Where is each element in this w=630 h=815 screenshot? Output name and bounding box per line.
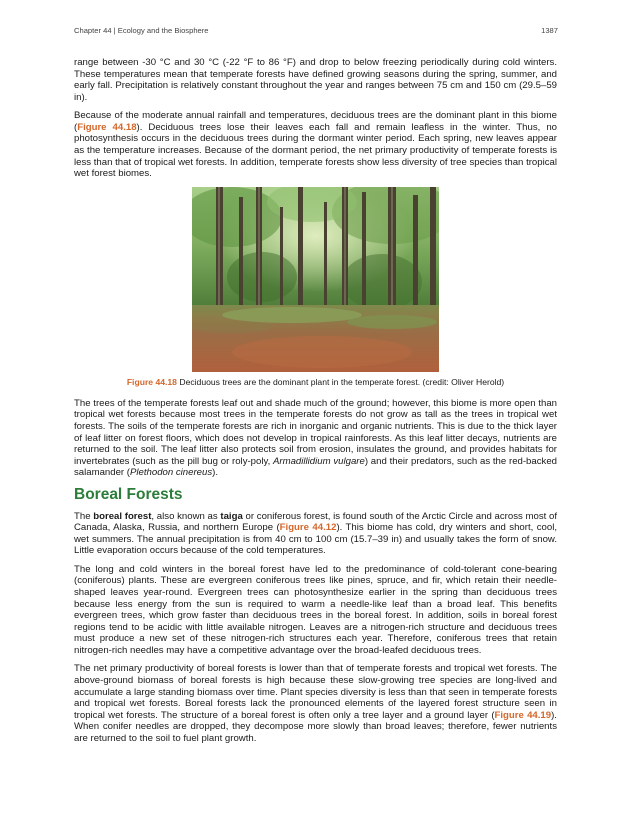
text-run: The net primary productivity of boreal forests is lower than that of temperate forests and tropical wet forests. The above-ground biomass of boreal forests is high because these slow-growing tree species are long-lived and accumulate a large standing biomass over time. Plant species diversity is less than that seen in temperate forests and tropical wet forests. Boreal forests lack the pronounced elements of the layered forest structure seen in tropical wet forests. The structure of a boreal forest is often only a tree layer and a ground layer (	[74, 663, 557, 721]
text-run: ). Deciduous trees lose their leaves each fall and remain leafless in the winter. Thus, no photosynthesis occurs in the deciduous trees during the dormant winter period. Each spring, new leaves appear as the temperature increases. Because of the dormant period, the net primary productivity of temperate forests is less than that of tropical wet forests. In addition, temperate forests show less diversity of tree species than tropical wet forest biomes.	[74, 121, 557, 180]
figure-44-12-link[interactable]: Figure 44.12	[279, 522, 337, 534]
text-run: The trees of the temperate forests leaf out and shade much of the ground; however, this biome is more open than tropical wet forests because most trees in the temperate forests do not grow as tall as the trees in tropical wet forests. The soils of the temperate forests are rich in inorganic and organic nutrients. This is due to the thick layer of leaf litter on forest floors, which does not develop in tropical rainforests. As this leaf litter decays, nutrients are returned to the soil. The leaf litter also protects soil from erosion, insulates the ground, and provides habitats for invertebrates (such as the pill bug or roly-poly,	[74, 397, 557, 467]
species-name: Plethodon cinereus	[130, 467, 213, 479]
term-taiga: taiga	[220, 510, 243, 522]
paragraph-deciduous-trees	[74, 110, 557, 180]
section-heading-boreal-forests: Boreal Forests	[74, 485, 183, 503]
term-boreal-forest: boreal forest	[93, 510, 152, 522]
paragraph-temperate-climate: range between -30 °C and 30 °C (-22 °F to 86 °F) and drop to below freezing periodically during cold winters. These temperatures mean that temperate forests have defined growing seasons during the spring, summer, and early fall. Precipitation is relatively constant throughout the year and ranges between 75 cm and 150 cm (29.5–59 in).	[74, 57, 557, 103]
temperate-forest-photo	[192, 187, 439, 372]
text-run: ). When conifer needles are dropped, they decompose more slowly than broad leaves; therefore, fewer nutrients are returned to the soil to fuel plant growth.	[74, 709, 557, 744]
paragraph-boreal-intro	[74, 511, 557, 557]
text-run: ) and their predators, such as the red-backed salamander (	[74, 455, 557, 479]
page-number: 1387	[541, 26, 558, 35]
paragraph-boreal-productivity	[74, 663, 557, 744]
text-run: ).	[212, 467, 219, 479]
figure-caption	[74, 377, 557, 388]
figure-label: Figure 44.18	[126, 376, 177, 387]
figure-44-18	[74, 187, 557, 388]
paragraph-temperate-soils	[74, 398, 557, 479]
text-run: Because of the moderate annual rainfall and temperatures, deciduous trees are the dominant plant in this biome (	[74, 110, 557, 133]
text-run: ). This biome has cold, dry winters and short, cool, wet summers. The annual precipitation is from 40 cm to 100 cm (15.7–39 in) and usually takes the form of snow. Little evaporation occurs because of the cold temperatures.	[74, 522, 557, 557]
text-run: or coniferous forest, is found south of the Arctic Circle and across most of Canada, Alaska, Russia, and northern Europe (	[74, 510, 557, 534]
page-header	[74, 26, 558, 35]
text-run: , also known as	[151, 510, 221, 522]
figure-44-19-link[interactable]: Figure 44.19	[494, 709, 552, 721]
text-run: The	[74, 510, 94, 522]
caption-text: Deciduous trees are the dominant plant in the temperate forest. (credit: Oliver Herold)	[176, 376, 505, 387]
figure-44-18-link[interactable]: Figure 44.18	[77, 121, 137, 133]
chapter-title: Chapter 44 | Ecology and the Biosphere	[74, 26, 209, 35]
page-content	[74, 57, 557, 751]
species-name: Armadillidium vulgare	[273, 455, 365, 467]
paragraph-coniferous-plants: The long and cold winters in the boreal forest have led to the predominance of cold-tolerant cone-bearing (coniferous) plants. These are evergreen coniferous trees like pines, spruce, and fir, which retain their needle-shaped leaves year-round. Evergreen trees can photosynthesize earlier in the spring than deciduous trees because less energy from the sun is required to warm a needle-like leaf than a broad leaf. This benefits evergreen trees, which grow faster than deciduous trees in the boreal forest. In addition, soils in boreal forest regions tend to be acidic with little available nitrogen. Leaves are a nitrogen-rich structure and deciduous trees must produce a new set of these nitrogen-rich structures each year. Therefore, coniferous trees that retain nitrogen-rich needles may have a competitive advantage over the broad-leafed deciduous trees.	[74, 563, 557, 657]
